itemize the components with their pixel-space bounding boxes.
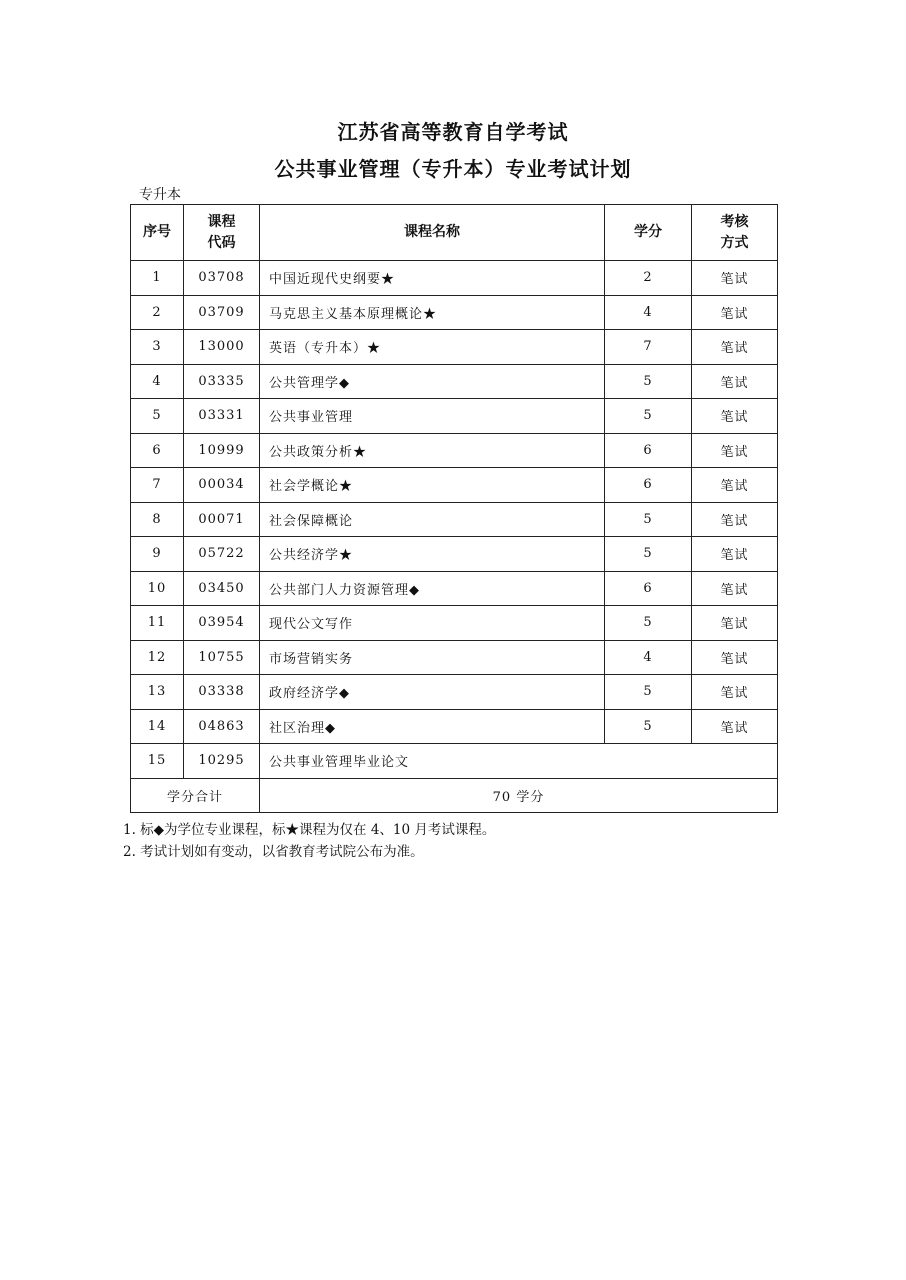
credit-cell: 6 — [605, 433, 692, 468]
course-name-cell: 社区治理◆ — [260, 709, 605, 744]
header-seq: 序号 — [131, 205, 184, 261]
code-cell: 10999 — [184, 433, 260, 468]
credit-cell: 5 — [605, 709, 692, 744]
credit-cell: 7 — [605, 330, 692, 365]
credit-cell: 5 — [605, 606, 692, 641]
exam-type-cell: 笔试 — [692, 468, 778, 503]
document-subtitle: 公共事业管理（专升本）专业考试计划 — [274, 157, 632, 181]
header-code-line2: 代码 — [207, 234, 236, 251]
exam-type-cell: 笔试 — [692, 675, 778, 710]
exam-type-cell: 笔试 — [692, 537, 778, 572]
table-row — [131, 364, 778, 399]
table-row — [131, 537, 778, 572]
header-name: 课程名称 — [260, 205, 605, 261]
course-name-cell: 英语（专升本）★ — [260, 330, 605, 365]
credit-cell: 4 — [605, 295, 692, 330]
total-row — [131, 778, 778, 813]
seq-cell: 6 — [131, 433, 184, 468]
header-exam-line1: 考核 — [720, 213, 749, 230]
exam-plan-table — [130, 204, 778, 813]
code-cell: 10755 — [184, 640, 260, 675]
credit-cell: 5 — [605, 502, 692, 537]
header-code-line1: 课程 — [207, 213, 236, 230]
table-row — [131, 571, 778, 606]
course-name-cell: 市场营销实务 — [260, 640, 605, 675]
seq-cell: 4 — [131, 364, 184, 399]
exam-type-cell: 笔试 — [692, 571, 778, 606]
seq-cell: 10 — [131, 571, 184, 606]
exam-type-cell: 笔试 — [692, 433, 778, 468]
table-row — [131, 468, 778, 503]
code-cell: 03331 — [184, 399, 260, 434]
credit-cell: 6 — [605, 468, 692, 503]
code-cell: 03450 — [184, 571, 260, 606]
table-row — [131, 502, 778, 537]
notes — [123, 819, 495, 863]
credit-cell: 2 — [605, 261, 692, 296]
table-row — [131, 709, 778, 744]
seq-cell: 7 — [131, 468, 184, 503]
level-label: 专升本 — [139, 187, 181, 203]
code-cell: 10295 — [184, 744, 260, 779]
table-header-row — [131, 205, 778, 261]
table-row — [131, 399, 778, 434]
course-name-cell: 公共事业管理 — [260, 399, 605, 434]
exam-type-cell: 笔试 — [692, 261, 778, 296]
code-cell: 03708 — [184, 261, 260, 296]
table-row — [131, 640, 778, 675]
course-name-cell: 公共政策分析★ — [260, 433, 605, 468]
exam-type-cell: 笔试 — [692, 399, 778, 434]
total-value: 70 学分 — [260, 778, 778, 813]
note-item: 1. 标◆为学位专业课程，标★课程为仅在 4、10 月考试课程。 — [123, 822, 496, 838]
code-cell: 03335 — [184, 364, 260, 399]
seq-cell: 5 — [131, 399, 184, 434]
table-row — [131, 330, 778, 365]
credit-cell: 6 — [605, 571, 692, 606]
total-label: 学分合计 — [131, 778, 260, 813]
thesis-row — [131, 744, 778, 779]
course-name-cell: 公共部门人力资源管理◆ — [260, 571, 605, 606]
exam-type-cell: 笔试 — [692, 502, 778, 537]
course-name-cell: 政府经济学◆ — [260, 675, 605, 710]
seq-cell: 2 — [131, 295, 184, 330]
note-item: 2. 考试计划如有变动，以省教育考试院公布为准。 — [123, 844, 424, 860]
credit-cell: 5 — [605, 675, 692, 710]
code-cell: 03338 — [184, 675, 260, 710]
exam-type-cell: 笔试 — [692, 330, 778, 365]
course-name-cell: 公共事业管理毕业论文 — [260, 744, 778, 779]
header-exam — [692, 205, 778, 261]
seq-cell: 9 — [131, 537, 184, 572]
course-name-cell: 社会保障概论 — [260, 502, 605, 537]
code-cell: 13000 — [184, 330, 260, 365]
seq-cell: 8 — [131, 502, 184, 537]
code-cell: 04863 — [184, 709, 260, 744]
exam-type-cell: 笔试 — [692, 295, 778, 330]
code-cell: 00034 — [184, 468, 260, 503]
course-name-cell: 中国近现代史纲要★ — [260, 261, 605, 296]
code-cell: 03709 — [184, 295, 260, 330]
header-credit: 学分 — [605, 205, 692, 261]
seq-cell: 1 — [131, 261, 184, 296]
document-title: 江苏省高等教育自学考试 — [337, 120, 569, 144]
code-cell: 03954 — [184, 606, 260, 641]
course-name-cell: 现代公文写作 — [260, 606, 605, 641]
table-row — [131, 295, 778, 330]
table-row — [131, 675, 778, 710]
credit-cell: 4 — [605, 640, 692, 675]
credit-cell: 5 — [605, 399, 692, 434]
code-cell: 05722 — [184, 537, 260, 572]
code-cell: 00071 — [184, 502, 260, 537]
course-name-cell: 公共经济学★ — [260, 537, 605, 572]
seq-cell: 3 — [131, 330, 184, 365]
exam-type-cell: 笔试 — [692, 709, 778, 744]
seq-cell: 12 — [131, 640, 184, 675]
header-code — [184, 205, 260, 261]
table-row — [131, 433, 778, 468]
exam-type-cell: 笔试 — [692, 364, 778, 399]
seq-cell: 13 — [131, 675, 184, 710]
header-exam-line2: 方式 — [720, 234, 749, 251]
credit-cell: 5 — [605, 537, 692, 572]
exam-type-cell: 笔试 — [692, 640, 778, 675]
seq-cell: 11 — [131, 606, 184, 641]
course-name-cell: 马克思主义基本原理概论★ — [260, 295, 605, 330]
table-row — [131, 261, 778, 296]
course-name-cell: 社会学概论★ — [260, 468, 605, 503]
seq-cell: 14 — [131, 709, 184, 744]
seq-cell: 15 — [131, 744, 184, 779]
course-name-cell: 公共管理学◆ — [260, 364, 605, 399]
table-row — [131, 606, 778, 641]
credit-cell: 5 — [605, 364, 692, 399]
exam-type-cell: 笔试 — [692, 606, 778, 641]
